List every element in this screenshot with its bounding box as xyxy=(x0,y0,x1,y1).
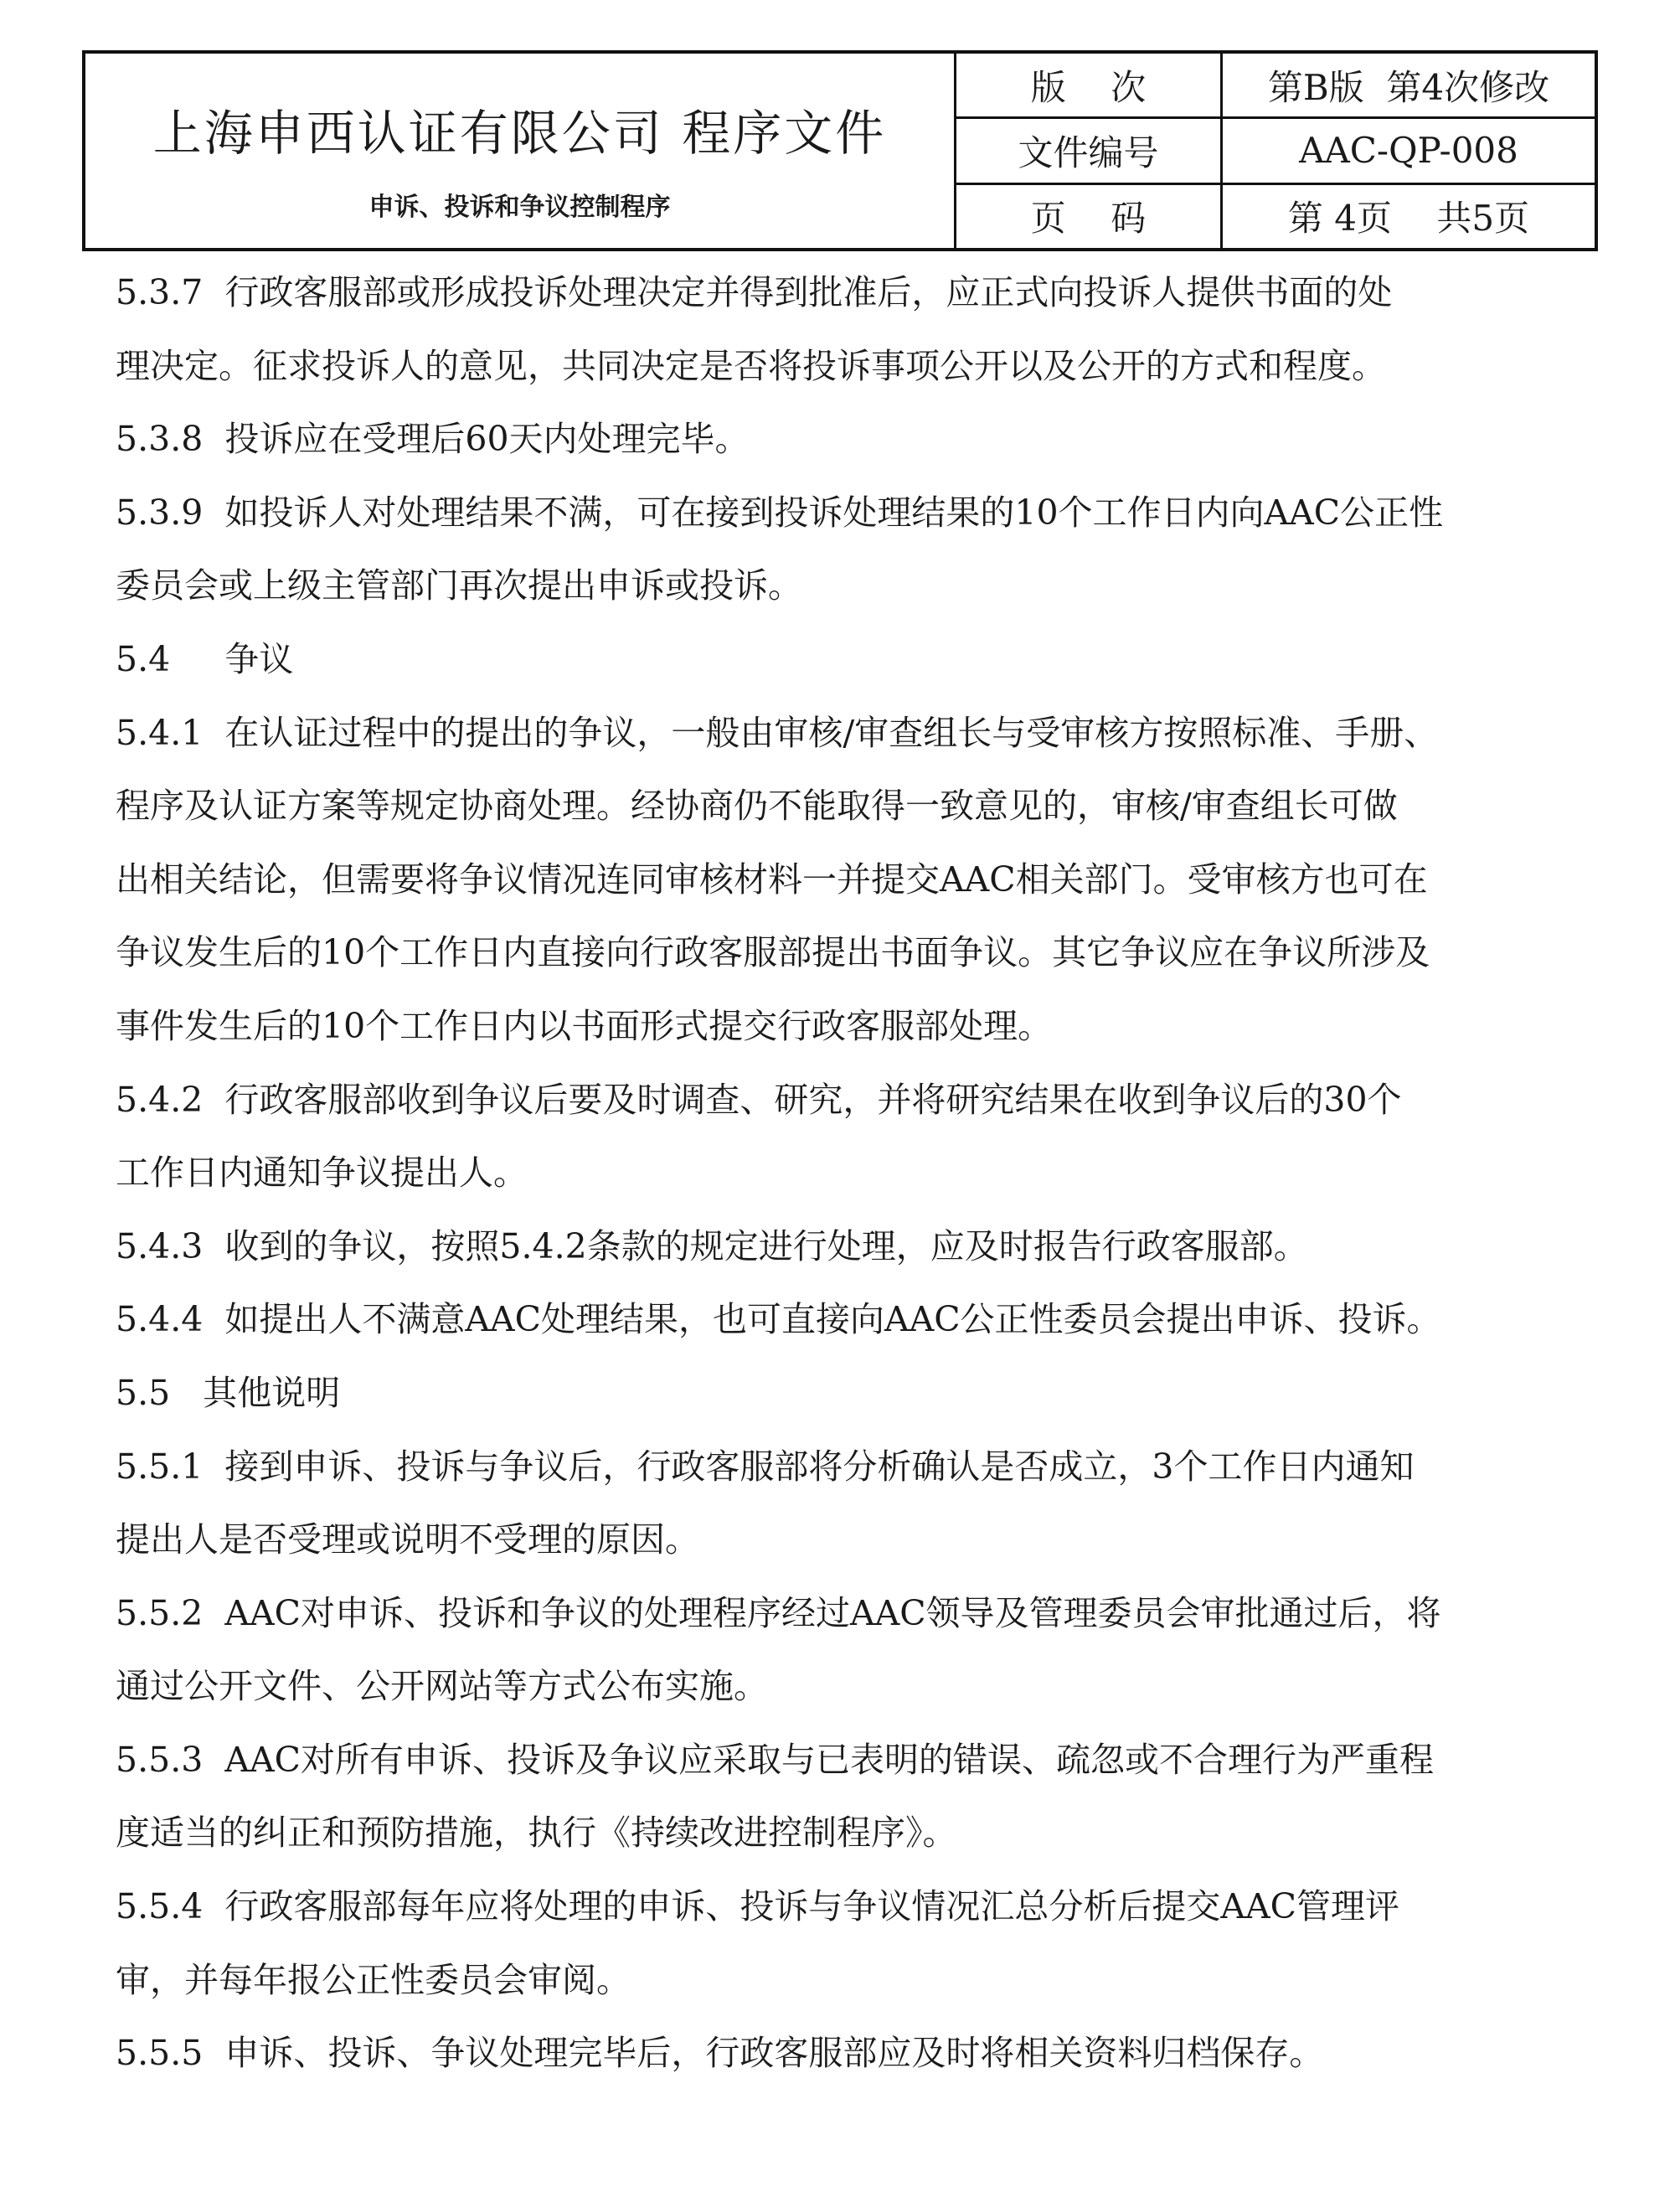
body-line: 5.3.7 行政客服部或形成投诉处理决定并得到批准后，应正式向投诉人提供书面的处 xyxy=(116,272,1393,312)
body-line: 5.4.4 如提出人不满意AAC处理结果，也可直接向AAC公正性委员会提出申诉、投诉。 xyxy=(116,1299,1441,1340)
body-line: 程序及认证方案等规定协商处理。经协商仍不能取得一致意见的，审核/审查组长可做 xyxy=(116,786,1398,827)
document-header xyxy=(82,50,1598,251)
body-line: 出相关结论，但需要将争议情况连同审核材料一并提交AAC相关部门。受审核方也可在 xyxy=(116,859,1428,900)
body-line: 5.4.2 行政客服部收到争议后要及时调查、研究，并将研究结果在收到争议后的30个 xyxy=(116,1079,1402,1120)
body-line: 争议发生后的10个工作日内直接向行政客服部提出书面争议。其它争议应在争议所涉及 xyxy=(116,932,1430,973)
body-line: 5.5.4 行政客服部每年应将处理的申诉、投诉与争议情况汇总分析后提交AAC管理评 xyxy=(116,1886,1399,1927)
body-line: 审，并每年报公正性委员会审阅。 xyxy=(116,1959,631,2000)
page-label: 页 码 xyxy=(956,185,1223,248)
body-line: 5.5.2 AAC对申诉、投诉和争议的处理程序经过AAC领导及管理委员会审批通过后，将 xyxy=(116,1592,1441,1633)
body-line: 5.5.5 申诉、投诉、争议处理完毕后，行政客服部应及时将相关资料归档保存。 xyxy=(116,2033,1324,2074)
body-line: 委员会或上级主管部门再次提出申诉或投诉。 xyxy=(116,565,802,606)
header-row-version xyxy=(956,54,1595,119)
header-row-page xyxy=(956,185,1595,248)
body-line: 理决定。征求投诉人的意见，共同决定是否将投诉事项公开以及公开的方式和程度。 xyxy=(116,345,1386,386)
version-value: 第B版 第4次修改 xyxy=(1267,66,1550,108)
body-line: 事件发生后的10个工作日内以书面形式提交行政客服部处理。 xyxy=(116,1005,1053,1046)
header-info-table xyxy=(956,54,1595,248)
header-row-doc-number xyxy=(956,119,1595,184)
company-title: 上海申西认证有限公司 程序文件 xyxy=(152,105,887,162)
document-subtitle: 申诉、投诉和争议控制程序 xyxy=(368,193,671,222)
body-line: 工作日内通知争议提出人。 xyxy=(116,1153,528,1194)
body-line: 5.4.3 收到的争议，按照5.4.2条款的规定进行处理，应及时报告行政客服部。 xyxy=(116,1225,1308,1266)
body-line: 5.3.9 如投诉人对处理结果不满，可在接到投诉处理结果的10个工作日内向AAC公正性 xyxy=(116,492,1444,533)
page-value: 第 4页 共5页 xyxy=(1287,198,1530,240)
version-label: 版 次 xyxy=(956,54,1223,116)
doc-number-value: AAC-QP-008 xyxy=(1299,130,1518,172)
section-heading: 5.5 其他说明 xyxy=(116,1372,341,1413)
body-line: 5.5.1 接到申诉、投诉与争议后，行政客服部将分析确认是否成立，3个工作日内通知 xyxy=(116,1446,1415,1487)
doc-number-label: 文件编号 xyxy=(956,119,1223,182)
body-line: 5.3.8 投诉应在受理后60天内处理完毕。 xyxy=(116,419,750,460)
section-heading: 5.4 争议 xyxy=(116,638,294,679)
header-title-cell xyxy=(85,54,956,248)
body-line: 5.4.1 在认证过程中的提出的争议，一般由审核/审查组长与受审核方按照标准、手册、 xyxy=(116,712,1439,753)
body-line: 度适当的纠正和预防措施，执行《持续改进控制程序》。 xyxy=(116,1813,957,1854)
body-line: 提出人是否受理或说明不受理的原因。 xyxy=(116,1519,699,1560)
body-line: 通过公开文件、公开网站等方式公布实施。 xyxy=(116,1666,768,1707)
body-line: 5.5.3 AAC对所有申诉、投诉及争议应采取与已表明的错误、疏忽或不合理行为严重程 xyxy=(116,1739,1434,1780)
document-body xyxy=(116,256,1564,2091)
